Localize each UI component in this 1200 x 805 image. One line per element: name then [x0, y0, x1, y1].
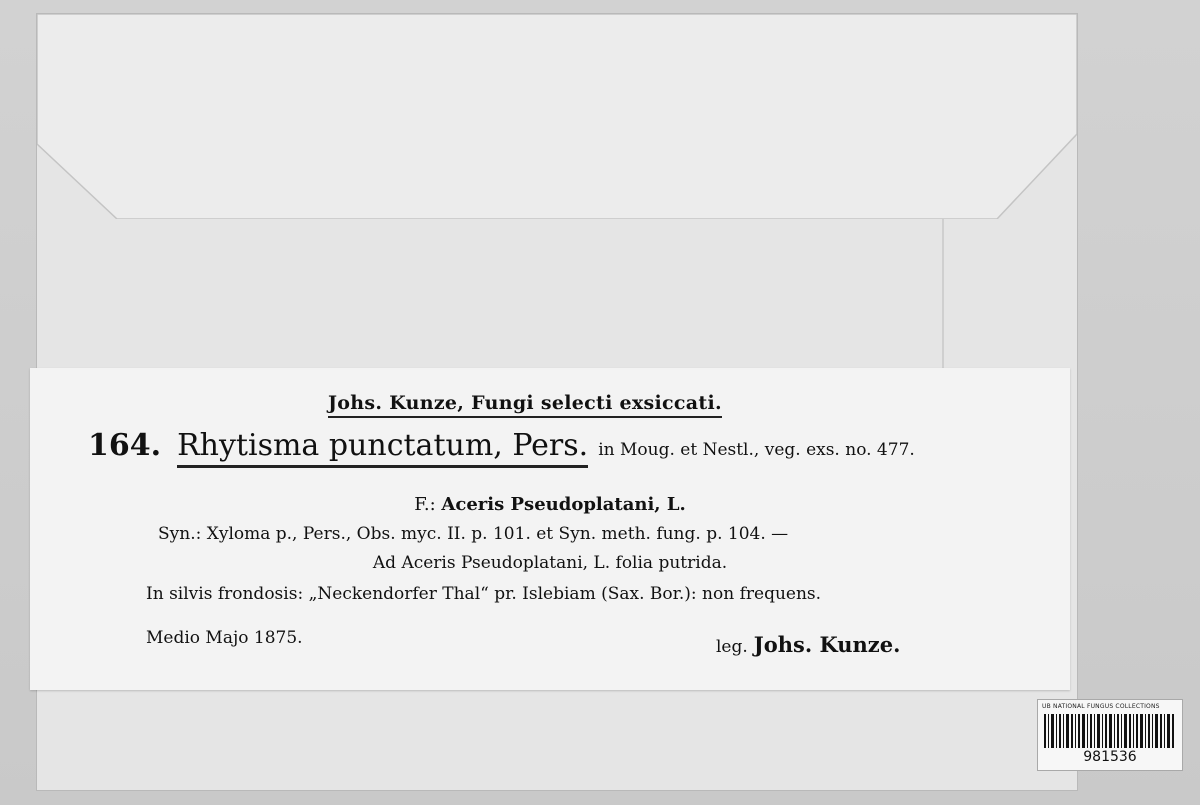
- locality-line: In silvis frondosis: „Neckendorfer Thal“ pr. Islebiam (Sax. Bor.): non frequens.: [146, 584, 822, 604]
- specimen-label: [30, 368, 1070, 690]
- collector-prefix: leg.: [716, 637, 748, 657]
- host-prefix: F.:: [414, 494, 436, 515]
- envelope-fold-edge: [942, 219, 944, 379]
- barcode-icon: [1044, 714, 1176, 748]
- collector-name: Johs. Kunze.: [753, 632, 901, 657]
- barcode-label: [1038, 700, 1182, 770]
- collector-line: [716, 632, 900, 657]
- barcode-number: 981536: [1083, 749, 1137, 765]
- synonym-line-2: Ad Aceris Pseudoplatani, L. folia putrida.: [372, 553, 728, 573]
- species-reference: in Moug. et Nestl., veg. exs. no. 477.: [598, 440, 915, 460]
- host-name: Aceris Pseudoplatani, L.: [441, 494, 686, 515]
- envelope-flap: [37, 14, 1077, 219]
- species-row: [88, 428, 915, 463]
- exsiccata-number: 164.: [88, 428, 162, 463]
- host-line: [30, 494, 1070, 515]
- barcode-header: UB NATIONAL FUNGUS COLLECTIONS: [1042, 703, 1160, 710]
- collection-date: Medio Majo 1875.: [146, 628, 303, 648]
- label-header: Johs. Kunze, Fungi selecti exsiccati.: [328, 392, 722, 418]
- species-name: Rhytisma punctatum, Pers.: [177, 428, 588, 468]
- synonym-line-1: Syn.: Xyloma p., Pers., Obs. myc. II. p. 101. et Syn. meth. fung. p. 104. —: [158, 524, 789, 544]
